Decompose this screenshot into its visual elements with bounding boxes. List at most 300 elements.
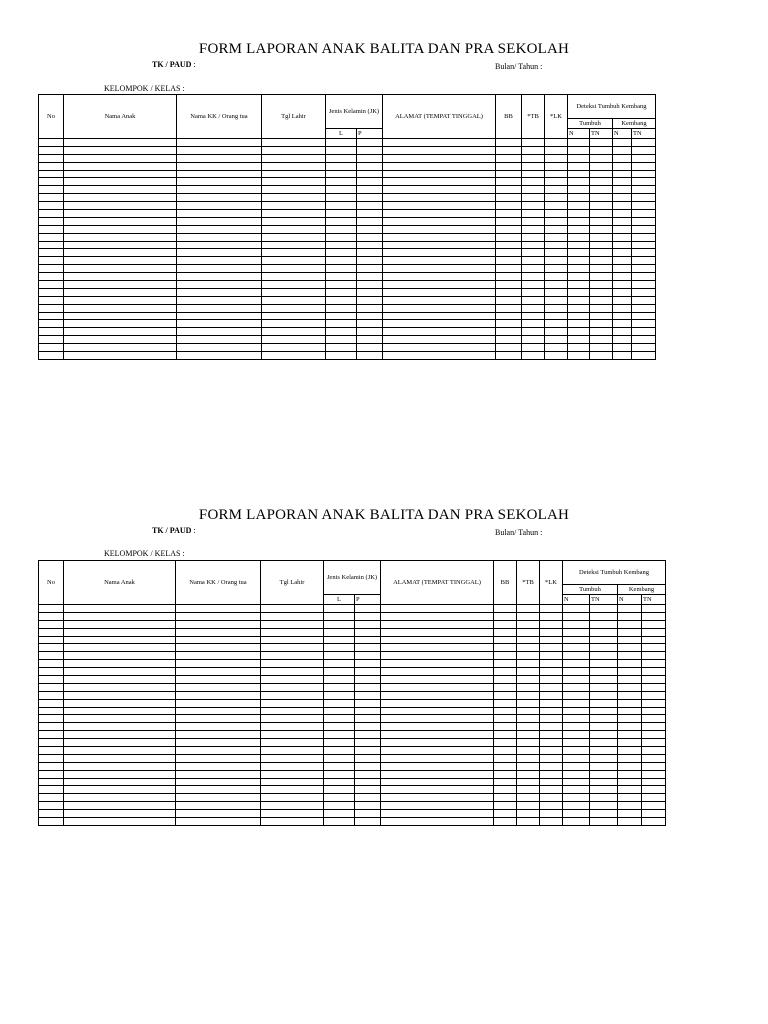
- table-cell[interactable]: [381, 818, 494, 826]
- table-cell[interactable]: [64, 644, 176, 652]
- table-cell[interactable]: [176, 628, 261, 636]
- table-cell[interactable]: [381, 715, 494, 723]
- tk-paud-field[interactable]: [152, 526, 196, 535]
- table-cell[interactable]: [381, 620, 494, 628]
- table-cell[interactable]: [563, 739, 590, 747]
- kelompok-kelas-field[interactable]: [104, 549, 185, 558]
- table-cell[interactable]: [494, 739, 517, 747]
- table-cell[interactable]: [618, 747, 642, 755]
- table-cell[interactable]: [64, 620, 176, 628]
- table-cell[interactable]: [176, 612, 261, 620]
- table-cell[interactable]: [355, 668, 381, 676]
- table-cell[interactable]: [618, 707, 642, 715]
- table-cell[interactable]: [563, 668, 590, 676]
- table-cell[interactable]: [642, 794, 666, 802]
- table-cell[interactable]: [381, 691, 494, 699]
- table-cell[interactable]: [39, 723, 64, 731]
- table-cell[interactable]: [517, 778, 540, 786]
- table-cell[interactable]: [176, 676, 261, 684]
- table-cell[interactable]: [642, 699, 666, 707]
- table-cell[interactable]: [642, 786, 666, 794]
- table-cell[interactable]: [590, 652, 618, 660]
- table-cell[interactable]: [618, 802, 642, 810]
- table-cell[interactable]: [642, 612, 666, 620]
- table-cell[interactable]: [540, 699, 563, 707]
- table-cell[interactable]: [39, 731, 64, 739]
- table-cell[interactable]: [494, 612, 517, 620]
- table-cell[interactable]: [563, 770, 590, 778]
- table-cell[interactable]: [642, 731, 666, 739]
- table-cell[interactable]: [261, 612, 324, 620]
- table-cell[interactable]: [355, 810, 381, 818]
- table-cell[interactable]: [517, 786, 540, 794]
- table-cell[interactable]: [590, 739, 618, 747]
- table-cell[interactable]: [642, 668, 666, 676]
- table-cell[interactable]: [563, 778, 590, 786]
- table-cell[interactable]: [261, 660, 324, 668]
- table-cell[interactable]: [517, 699, 540, 707]
- table-cell[interactable]: [540, 628, 563, 636]
- table-cell[interactable]: [64, 754, 176, 762]
- table-cell[interactable]: [381, 652, 494, 660]
- table-cell[interactable]: [494, 794, 517, 802]
- table-cell[interactable]: [618, 660, 642, 668]
- table-cell[interactable]: [355, 683, 381, 691]
- table-cell[interactable]: [261, 786, 324, 794]
- table-cell[interactable]: [39, 794, 64, 802]
- table-cell[interactable]: [563, 810, 590, 818]
- table-cell[interactable]: [590, 747, 618, 755]
- table-cell[interactable]: [540, 778, 563, 786]
- table-cell[interactable]: [39, 644, 64, 652]
- table-cell[interactable]: [261, 605, 324, 613]
- table-cell[interactable]: [381, 731, 494, 739]
- table-cell[interactable]: [590, 707, 618, 715]
- table-cell[interactable]: [618, 683, 642, 691]
- table-cell[interactable]: [261, 683, 324, 691]
- table-cell[interactable]: [540, 660, 563, 668]
- table-cell[interactable]: [618, 605, 642, 613]
- table-cell[interactable]: [39, 754, 64, 762]
- table-cell[interactable]: [261, 691, 324, 699]
- table-cell[interactable]: [540, 644, 563, 652]
- table-cell[interactable]: [324, 778, 355, 786]
- table-cell[interactable]: [261, 644, 324, 652]
- table-cell[interactable]: [324, 636, 355, 644]
- table-cell[interactable]: [381, 723, 494, 731]
- table-cell[interactable]: [324, 810, 355, 818]
- table-cell[interactable]: [64, 739, 176, 747]
- table-cell[interactable]: [590, 802, 618, 810]
- table-cell[interactable]: [324, 628, 355, 636]
- table-cell[interactable]: [355, 707, 381, 715]
- table-cell[interactable]: [261, 762, 324, 770]
- table-cell[interactable]: [381, 628, 494, 636]
- table-cell[interactable]: [517, 605, 540, 613]
- table-cell[interactable]: [642, 818, 666, 826]
- table-cell[interactable]: [176, 668, 261, 676]
- table-cell[interactable]: [517, 747, 540, 755]
- table-cell[interactable]: [642, 723, 666, 731]
- table-cell[interactable]: [324, 699, 355, 707]
- table-cell[interactable]: [355, 620, 381, 628]
- table-cell[interactable]: [540, 794, 563, 802]
- table-cell[interactable]: [176, 818, 261, 826]
- table-cell[interactable]: [590, 612, 618, 620]
- table-cell[interactable]: [39, 660, 64, 668]
- table-cell[interactable]: [642, 747, 666, 755]
- table-cell[interactable]: [355, 739, 381, 747]
- table-cell[interactable]: [563, 605, 590, 613]
- table-cell[interactable]: [324, 715, 355, 723]
- table-cell[interactable]: [381, 699, 494, 707]
- table-cell[interactable]: [176, 699, 261, 707]
- table-cell[interactable]: [324, 802, 355, 810]
- table-cell[interactable]: [563, 628, 590, 636]
- table-cell[interactable]: [563, 683, 590, 691]
- table-cell[interactable]: [618, 612, 642, 620]
- table-cell[interactable]: [494, 660, 517, 668]
- table-cell[interactable]: [540, 739, 563, 747]
- table-cell[interactable]: [381, 810, 494, 818]
- table-cell[interactable]: [563, 707, 590, 715]
- table-cell[interactable]: [494, 652, 517, 660]
- table-cell[interactable]: [618, 699, 642, 707]
- table-cell[interactable]: [590, 762, 618, 770]
- table-cell[interactable]: [540, 707, 563, 715]
- table-cell[interactable]: [39, 762, 64, 770]
- table-cell[interactable]: [355, 762, 381, 770]
- table-cell[interactable]: [261, 715, 324, 723]
- table-cell[interactable]: [590, 731, 618, 739]
- table-cell[interactable]: [618, 739, 642, 747]
- table-cell[interactable]: [261, 676, 324, 684]
- table-cell[interactable]: [517, 762, 540, 770]
- table-cell[interactable]: [642, 676, 666, 684]
- table-cell[interactable]: [517, 723, 540, 731]
- table-cell[interactable]: [355, 652, 381, 660]
- table-cell[interactable]: [381, 605, 494, 613]
- table-cell[interactable]: [563, 818, 590, 826]
- table-cell[interactable]: [517, 683, 540, 691]
- table-cell[interactable]: [642, 628, 666, 636]
- table-cell[interactable]: [64, 683, 176, 691]
- table-cell[interactable]: [176, 794, 261, 802]
- table-cell[interactable]: [563, 612, 590, 620]
- table-cell[interactable]: [355, 691, 381, 699]
- table-cell[interactable]: [517, 802, 540, 810]
- table-cell[interactable]: [517, 707, 540, 715]
- table-cell[interactable]: [618, 818, 642, 826]
- table-cell[interactable]: [64, 802, 176, 810]
- table-cell[interactable]: [563, 754, 590, 762]
- table-cell[interactable]: [176, 810, 261, 818]
- table-cell[interactable]: [642, 644, 666, 652]
- table-cell[interactable]: [176, 691, 261, 699]
- table-cell[interactable]: [355, 723, 381, 731]
- table-cell[interactable]: [261, 636, 324, 644]
- table-cell[interactable]: [642, 770, 666, 778]
- table-cell[interactable]: [261, 723, 324, 731]
- table-cell[interactable]: [540, 612, 563, 620]
- table-cell[interactable]: [39, 715, 64, 723]
- table-cell[interactable]: [324, 794, 355, 802]
- table-cell[interactable]: [590, 778, 618, 786]
- table-cell[interactable]: [590, 715, 618, 723]
- table-cell[interactable]: [494, 810, 517, 818]
- table-cell[interactable]: [618, 723, 642, 731]
- table-cell[interactable]: [494, 620, 517, 628]
- table-cell[interactable]: [590, 691, 618, 699]
- table-cell[interactable]: [494, 786, 517, 794]
- table-cell[interactable]: [355, 818, 381, 826]
- table-cell[interactable]: [494, 668, 517, 676]
- table-cell[interactable]: [494, 747, 517, 755]
- table-cell[interactable]: [176, 652, 261, 660]
- table-cell[interactable]: [64, 676, 176, 684]
- table-cell[interactable]: [642, 707, 666, 715]
- table-cell[interactable]: [381, 794, 494, 802]
- table-cell[interactable]: [381, 644, 494, 652]
- table-cell[interactable]: [39, 676, 64, 684]
- table-cell[interactable]: [517, 652, 540, 660]
- table-cell[interactable]: [39, 620, 64, 628]
- table-cell[interactable]: [642, 652, 666, 660]
- table-cell[interactable]: [176, 778, 261, 786]
- table-cell[interactable]: [618, 668, 642, 676]
- table-cell[interactable]: [642, 691, 666, 699]
- table-cell[interactable]: [517, 628, 540, 636]
- table-cell[interactable]: [355, 644, 381, 652]
- table-cell[interactable]: [540, 770, 563, 778]
- table-cell[interactable]: [517, 731, 540, 739]
- table-cell[interactable]: [381, 668, 494, 676]
- table-cell[interactable]: [39, 628, 64, 636]
- bulan-tahun-field[interactable]: [495, 528, 542, 537]
- table-cell[interactable]: [540, 668, 563, 676]
- table-cell[interactable]: [642, 715, 666, 723]
- table-cell[interactable]: [494, 818, 517, 826]
- table-cell[interactable]: [590, 794, 618, 802]
- table-cell[interactable]: [540, 620, 563, 628]
- table-cell[interactable]: [355, 786, 381, 794]
- table-cell[interactable]: [618, 786, 642, 794]
- table-cell[interactable]: [176, 620, 261, 628]
- table-cell[interactable]: [324, 676, 355, 684]
- table-cell[interactable]: [64, 747, 176, 755]
- table-cell[interactable]: [39, 778, 64, 786]
- table-cell[interactable]: [39, 802, 64, 810]
- table-cell[interactable]: [563, 699, 590, 707]
- table-cell[interactable]: [176, 739, 261, 747]
- table-cell[interactable]: [563, 731, 590, 739]
- table-cell[interactable]: [64, 707, 176, 715]
- table-cell[interactable]: [563, 794, 590, 802]
- table-cell[interactable]: [176, 762, 261, 770]
- table-cell[interactable]: [176, 731, 261, 739]
- table-cell[interactable]: [540, 683, 563, 691]
- table-cell[interactable]: [494, 731, 517, 739]
- table-cell[interactable]: [64, 731, 176, 739]
- table-cell[interactable]: [39, 691, 64, 699]
- table-cell[interactable]: [517, 676, 540, 684]
- table-cell[interactable]: [39, 699, 64, 707]
- table-cell[interactable]: [517, 810, 540, 818]
- table-cell[interactable]: [540, 754, 563, 762]
- table-cell[interactable]: [517, 770, 540, 778]
- table-cell[interactable]: [563, 620, 590, 628]
- table-cell[interactable]: [261, 747, 324, 755]
- table-cell[interactable]: [64, 723, 176, 731]
- table-cell[interactable]: [590, 754, 618, 762]
- table-cell[interactable]: [590, 668, 618, 676]
- table-cell[interactable]: [590, 770, 618, 778]
- table-cell[interactable]: [261, 794, 324, 802]
- table-cell[interactable]: [176, 660, 261, 668]
- table-cell[interactable]: [64, 794, 176, 802]
- table-cell[interactable]: [381, 754, 494, 762]
- table-cell[interactable]: [642, 778, 666, 786]
- table-cell[interactable]: [590, 810, 618, 818]
- table-cell[interactable]: [618, 731, 642, 739]
- table-cell[interactable]: [494, 707, 517, 715]
- table-cell[interactable]: [618, 628, 642, 636]
- table-cell[interactable]: [494, 754, 517, 762]
- table-cell[interactable]: [517, 818, 540, 826]
- table-cell[interactable]: [176, 683, 261, 691]
- table-cell[interactable]: [261, 699, 324, 707]
- table-cell[interactable]: [64, 818, 176, 826]
- table-cell[interactable]: [261, 770, 324, 778]
- table-cell[interactable]: [324, 644, 355, 652]
- table-cell[interactable]: [355, 676, 381, 684]
- table-cell[interactable]: [381, 683, 494, 691]
- table-cell[interactable]: [517, 691, 540, 699]
- table-cell[interactable]: [176, 802, 261, 810]
- table-cell[interactable]: [563, 644, 590, 652]
- table-cell[interactable]: [590, 636, 618, 644]
- table-cell[interactable]: [355, 636, 381, 644]
- table-cell[interactable]: [563, 636, 590, 644]
- table-cell[interactable]: [618, 715, 642, 723]
- table-cell[interactable]: [540, 676, 563, 684]
- table-cell[interactable]: [261, 707, 324, 715]
- table-cell[interactable]: [540, 636, 563, 644]
- table-cell[interactable]: [563, 723, 590, 731]
- table-cell[interactable]: [494, 715, 517, 723]
- table-cell[interactable]: [355, 612, 381, 620]
- table-cell[interactable]: [563, 715, 590, 723]
- table-cell[interactable]: [324, 683, 355, 691]
- table-cell[interactable]: [381, 786, 494, 794]
- table-cell[interactable]: [618, 652, 642, 660]
- table-cell[interactable]: [642, 636, 666, 644]
- table-cell[interactable]: [494, 628, 517, 636]
- table-cell[interactable]: [642, 620, 666, 628]
- table-cell[interactable]: [494, 644, 517, 652]
- table-cell[interactable]: [324, 786, 355, 794]
- table-cell[interactable]: [590, 786, 618, 794]
- table-cell[interactable]: [540, 715, 563, 723]
- table-cell[interactable]: [39, 707, 64, 715]
- table-cell[interactable]: [517, 660, 540, 668]
- table-cell[interactable]: [355, 628, 381, 636]
- table-cell[interactable]: [540, 786, 563, 794]
- table-cell[interactable]: [618, 778, 642, 786]
- table-cell[interactable]: [39, 747, 64, 755]
- table-cell[interactable]: [355, 731, 381, 739]
- table-cell[interactable]: [517, 668, 540, 676]
- table-cell[interactable]: [381, 707, 494, 715]
- table-cell[interactable]: [324, 612, 355, 620]
- table-cell[interactable]: [540, 818, 563, 826]
- table-cell[interactable]: [176, 747, 261, 755]
- table-cell[interactable]: [355, 747, 381, 755]
- table-cell[interactable]: [64, 652, 176, 660]
- table-cell[interactable]: [324, 723, 355, 731]
- table-cell[interactable]: [590, 660, 618, 668]
- table-cell[interactable]: [324, 747, 355, 755]
- table-cell[interactable]: [618, 762, 642, 770]
- table-cell[interactable]: [39, 770, 64, 778]
- table-cell[interactable]: [494, 691, 517, 699]
- table-cell[interactable]: [517, 754, 540, 762]
- table-cell[interactable]: [64, 810, 176, 818]
- table-cell[interactable]: [540, 762, 563, 770]
- table-cell[interactable]: [494, 778, 517, 786]
- table-cell[interactable]: [563, 660, 590, 668]
- table-cell[interactable]: [64, 605, 176, 613]
- table-cell[interactable]: [261, 802, 324, 810]
- table-cell[interactable]: [618, 794, 642, 802]
- table-cell[interactable]: [355, 770, 381, 778]
- table-cell[interactable]: [517, 612, 540, 620]
- table-cell[interactable]: [176, 715, 261, 723]
- table-cell[interactable]: [563, 802, 590, 810]
- table-cell[interactable]: [39, 810, 64, 818]
- table-cell[interactable]: [517, 739, 540, 747]
- table-cell[interactable]: [39, 652, 64, 660]
- table-cell[interactable]: [590, 644, 618, 652]
- table-cell[interactable]: [590, 605, 618, 613]
- table-cell[interactable]: [517, 620, 540, 628]
- table-cell[interactable]: [642, 762, 666, 770]
- table-cell[interactable]: [64, 715, 176, 723]
- table-cell[interactable]: [642, 810, 666, 818]
- table-cell[interactable]: [618, 676, 642, 684]
- table-cell[interactable]: [642, 683, 666, 691]
- table-cell[interactable]: [324, 605, 355, 613]
- table-cell[interactable]: [64, 770, 176, 778]
- table-cell[interactable]: [517, 636, 540, 644]
- table-cell[interactable]: [618, 770, 642, 778]
- table-cell[interactable]: [64, 778, 176, 786]
- table-cell[interactable]: [494, 636, 517, 644]
- table-cell[interactable]: [324, 739, 355, 747]
- table-cell[interactable]: [517, 794, 540, 802]
- table-cell[interactable]: [324, 754, 355, 762]
- table-cell[interactable]: [618, 691, 642, 699]
- table-cell[interactable]: [261, 628, 324, 636]
- table-cell[interactable]: [540, 605, 563, 613]
- table-cell[interactable]: [494, 762, 517, 770]
- table-cell[interactable]: [494, 683, 517, 691]
- table-cell[interactable]: [381, 770, 494, 778]
- table-cell[interactable]: [355, 802, 381, 810]
- table-cell[interactable]: [540, 723, 563, 731]
- table-cell[interactable]: [590, 699, 618, 707]
- table-cell[interactable]: [64, 786, 176, 794]
